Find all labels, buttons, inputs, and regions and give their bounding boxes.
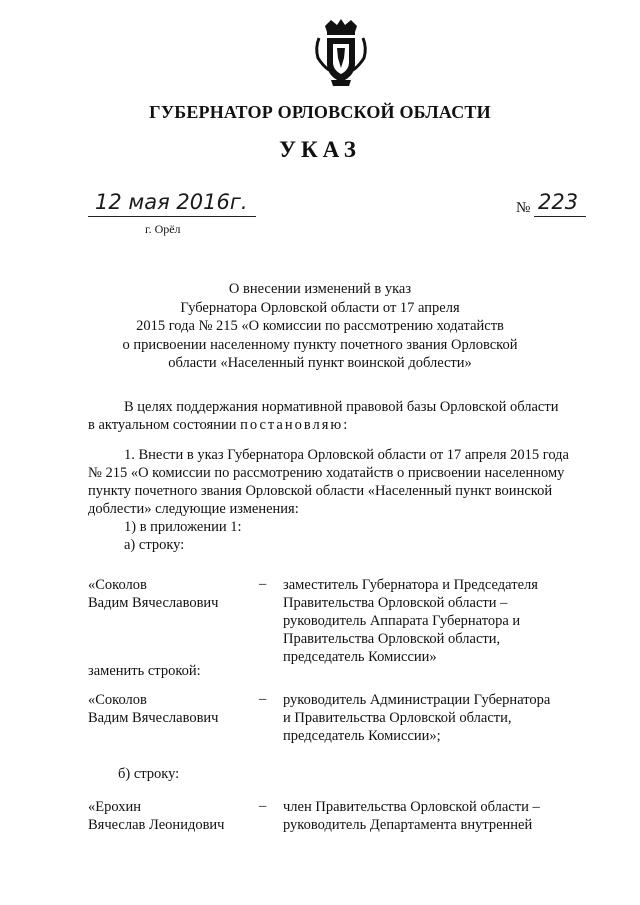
entry2-given-names: Вадим Вячеславович [88, 710, 219, 726]
position-line: руководитель Департамента внутренней [283, 817, 533, 833]
entry1-given-names: Вадим Вячеславович [88, 595, 219, 611]
position-line: председатель Комиссии» [283, 649, 437, 665]
entry1-position [283, 576, 538, 666]
replace-label: заменить строкой: [88, 663, 201, 679]
preamble-line-2 [88, 416, 349, 434]
para1-line-3: пункту почетного звания Орловской области «Населенный пункт воинской [88, 483, 553, 499]
number-label: № [516, 200, 531, 216]
position-line: член Правительства Орловской области – [283, 799, 540, 815]
number-underline [534, 216, 586, 217]
city-label: г. Орёл [145, 222, 181, 236]
sub-item-a: а) строку: [124, 537, 185, 553]
entry1-surname: «Соколов [88, 577, 147, 593]
entry3-position [283, 798, 540, 834]
para1-line-2: № 215 «О комиссии по рассмотрению ходатайств о присвоении населенному [88, 465, 565, 481]
title-line: Губернатора Орловской области от 17 апреля [180, 299, 460, 316]
entry3-given-names: Вячеслав Леонидович [88, 817, 225, 833]
position-line: заместитель Губернатора и Председателя [283, 577, 538, 593]
title-line: о присвоении населенному пункту почетного звания Орловской [122, 336, 518, 353]
title-line: области «Населенный пункт воинской доблести» [168, 355, 472, 371]
position-line: Правительства Орловской области, [283, 631, 501, 647]
position-line: руководитель Администрации Губернатора [283, 692, 551, 708]
position-line: и Правительства Орловской области, [283, 710, 512, 726]
authority-heading: ГУБЕРНАТОР ОРЛОВСКОЙ ОБЛАСТИ [149, 102, 491, 122]
entry2-surname: «Соколов [88, 692, 147, 708]
position-line: Правительства Орловской области – [283, 595, 508, 611]
coat-of-arms-emblem [309, 18, 373, 90]
position-line: руководитель Аппарата Губернатора и [283, 613, 521, 629]
sub-item-b: б) строку: [118, 766, 180, 782]
date-underline [88, 216, 256, 217]
preamble-keyword: постановляю: [240, 417, 350, 433]
title-line: 2015 года № 215 «О комиссии по рассмотрению ходатайств [136, 318, 504, 334]
document-type-heading: УКАЗ [279, 137, 361, 162]
position-line: председатель Комиссии»; [283, 728, 441, 744]
title-line: О внесении изменений в указ [228, 281, 412, 297]
para1-line-4: доблести» следующие изменения: [88, 501, 299, 517]
entry1-dash: – [259, 576, 267, 592]
entry2-dash: – [259, 691, 267, 707]
document-title [120, 280, 520, 373]
handwritten-date: 12 мая 2016г. [95, 190, 248, 214]
sub-item-1: 1) в приложении 1: [124, 519, 242, 535]
preamble-text: в актуальном состоянии [88, 417, 237, 433]
entry2-position [283, 691, 550, 745]
preamble-line-1: В целях поддержания нормативной правовой базы Орловской области [124, 399, 559, 415]
handwritten-number: 223 [538, 190, 579, 214]
para1-line-1: 1. Внести в указ Губернатора Орловской области от 17 апреля 2015 года [124, 447, 569, 463]
entry3-surname: «Ерохин [88, 799, 142, 815]
entry3-dash: – [259, 798, 267, 814]
